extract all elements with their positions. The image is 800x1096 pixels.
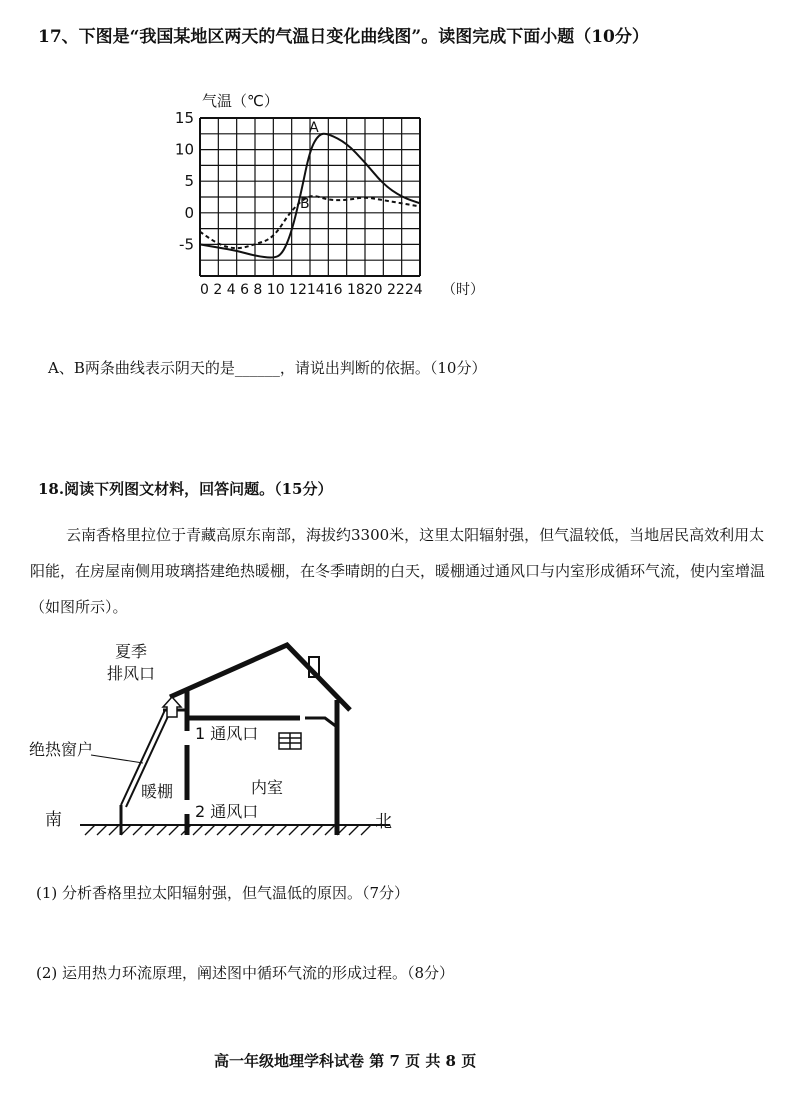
y-axis-label: 气温（℃） [202, 92, 279, 110]
vent2-label: 2 通风口 [195, 802, 259, 821]
x-tick-labels: 0 2 4 6 8 10 121416 1820 2224 [200, 282, 423, 298]
y-tick-label: 10 [174, 140, 194, 159]
y-tick-label: -5 [179, 235, 194, 254]
q17-title: 17、下图是“我国某地区两天的气温日变化曲线图”。读图完成下面小题（10分） [38, 27, 649, 47]
window-icon [279, 733, 301, 749]
summer-vent-label-1: 夏季 [115, 642, 148, 661]
q18-sub1: (1) 分析香格里拉太阳辐射强，但气温低的原因。（7分） [36, 884, 410, 902]
vent1-label: 1 通风口 [195, 724, 259, 743]
y-tick-label: 5 [184, 172, 194, 191]
roof [170, 645, 350, 710]
y-tick-labels [175, 109, 194, 253]
y-tick-label: 15 [174, 109, 194, 127]
ceiling-vent-flap [305, 718, 337, 727]
q17-question: A、B两条曲线表示阴天的是______，请说出判断的依据。（10分） [48, 359, 487, 377]
summer-vent-label-2: 排风口 [107, 664, 156, 683]
ground-hatching [85, 825, 371, 835]
greenhouse-diagram [25, 635, 415, 850]
series-label-B: B [300, 195, 310, 212]
x-axis-label: （时） [442, 282, 484, 298]
y-tick-label: 0 [184, 203, 194, 222]
series-label-A: A [309, 119, 319, 136]
temperature-chart [160, 88, 490, 303]
greenhouse-label: 暖棚 [141, 782, 174, 801]
window-pointer [91, 755, 143, 763]
exhaust-arrow-icon [163, 697, 181, 717]
page-footer: 高一年级地理学科试卷 第 7 页 共 8 页 [214, 1052, 477, 1070]
south-label: 南 [45, 810, 62, 830]
room-label: 内室 [251, 778, 284, 797]
north-label: 北 [375, 812, 392, 832]
q18-title: 18.阅读下列图文材料，回答问题。（15分） [38, 480, 333, 498]
q18-paragraph: 云南香格里拉位于青藏高原东南部，海拔约3300米，这里太阳辐射强，但气温较低，当地居民高效利用太阳能，在房屋南侧用玻璃搭建绝热暖棚，在冬季晴朗的白天，暖棚通过通风口与内室形成循环气流，使内室增温（如图所示）。 [30, 526, 766, 616]
q18-sub2: (2) 运用热力环流原理，阐述图中循环气流的形成过程。（8分） [36, 964, 455, 982]
window-label: 绝热窗户 [29, 740, 94, 759]
